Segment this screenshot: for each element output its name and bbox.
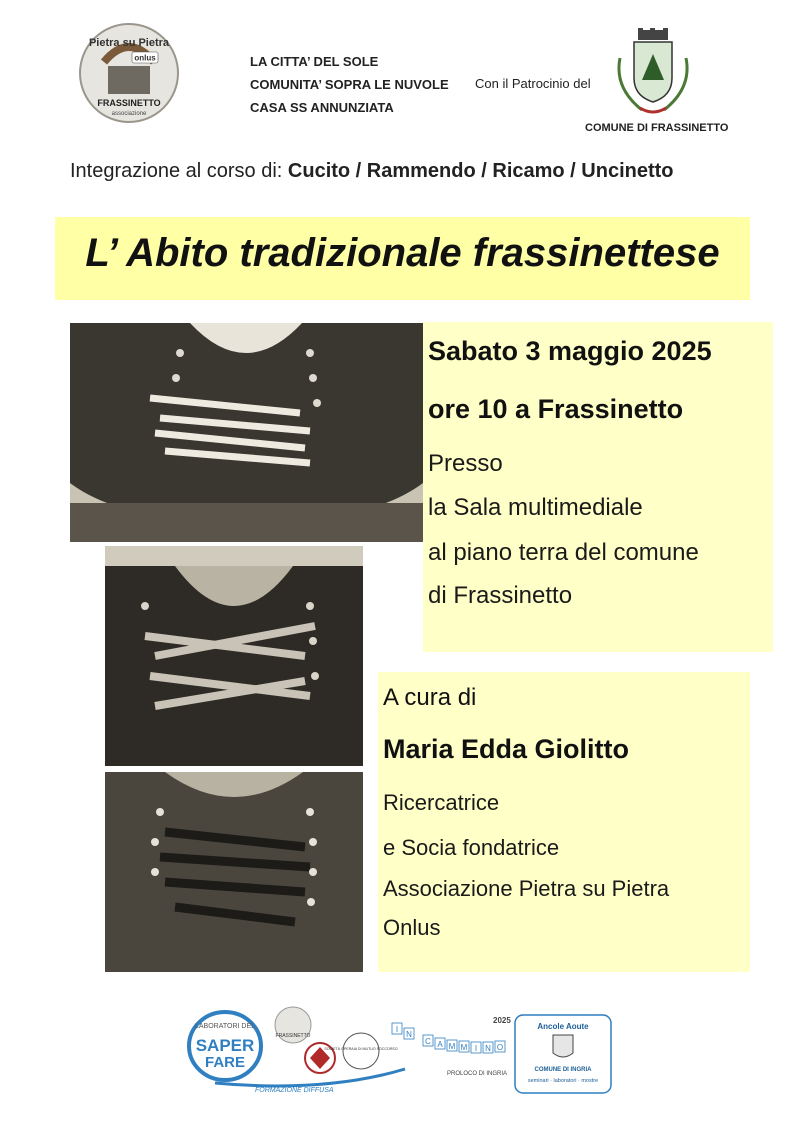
photo-bodice-lacing-1	[70, 323, 423, 542]
event-time: ore 10 a Frassinetto	[428, 394, 684, 424]
curator-role-3: Associazione Pietra su Pietra	[383, 876, 670, 901]
sponsor-footer	[185, 1003, 625, 1095]
curator-name: Maria Edda Giolitto	[383, 734, 630, 764]
saper-fare-line2: FARE	[204, 1054, 246, 1071]
comune-ingria-label: COMUNE DI INGRIA	[534, 1067, 592, 1073]
saper-fare-tag: FORMAZIONE DIFFUSA	[255, 1087, 334, 1094]
mini-logo-name: FRASSINETTO	[275, 1033, 311, 1039]
event-date: Sabato 3 maggio 2025	[428, 336, 712, 366]
saper-fare-line1: SAPER	[195, 1036, 255, 1055]
in-cammino-letter: I	[395, 1025, 399, 1034]
in-cammino-letter: I	[474, 1044, 478, 1053]
in-cammino-letter: M	[448, 1042, 456, 1051]
header-center-block	[250, 50, 450, 119]
venue-line-3: al piano terra del comune	[428, 539, 699, 566]
photo-bodice-lacing-2	[105, 546, 363, 766]
in-cammino-path	[392, 1023, 505, 1053]
in-cammino-letter: A	[437, 1040, 443, 1049]
pietra-su-pietra-logo	[78, 22, 180, 124]
coat-of-arms-icon	[612, 28, 694, 118]
comune-ingria-logo	[515, 1015, 611, 1093]
curator-role-2: e Socia fondatrice	[383, 835, 560, 860]
header-line-3: CASA SS ANNUNZIATA	[250, 100, 394, 115]
curator-role-4: Onlus	[383, 915, 441, 940]
logo-badge: onlus	[134, 53, 156, 63]
comune-frassinetto-label: COMUNE DI FRASSINETTO	[585, 122, 729, 134]
in-cammino-letter: N	[485, 1044, 491, 1053]
photo-bodice-lacing-3	[105, 772, 363, 972]
page-title: L’ Abito tradizionale frassinettese	[85, 231, 720, 275]
logo-name: FRASSINETTO	[97, 98, 161, 108]
patronage-text: Con il Patrocinio del	[475, 76, 591, 91]
soc-label: SOCIETÀ OPERAIA DI MUTUO SOCCORSO	[324, 1047, 398, 1051]
course-prefix: Integrazione al corso di:	[70, 160, 288, 182]
logo-sub: associazione	[111, 111, 147, 117]
soc-operaia-logo	[324, 1033, 397, 1069]
title-banner	[55, 217, 750, 300]
header-line-1: LA CITTA’ DEL SOLE	[250, 54, 379, 69]
in-cammino-letter: O	[496, 1043, 504, 1052]
footer-year: 2025	[493, 1016, 511, 1025]
saper-fare-top: LABORATORI DEL	[194, 1023, 256, 1030]
ingria-tagline: seminari · laboratori · mostre	[527, 1078, 599, 1084]
in-cammino-letter: C	[425, 1037, 431, 1046]
course-subjects: Cucito / Rammendo / Ricamo / Uncinetto	[287, 160, 674, 182]
in-cammino-letter: M	[460, 1043, 468, 1052]
curated-by-label: A cura di	[383, 684, 477, 711]
event-info-box	[423, 322, 773, 652]
course-line	[70, 160, 674, 183]
ancole-aoute-label: Ancole Aoute	[537, 1022, 589, 1031]
in-cammino-letter: N	[406, 1030, 412, 1039]
venue-line-1: Presso	[428, 450, 503, 477]
header-line-2: COMUNITA’ SOPRA LE NUVOLE	[250, 77, 449, 92]
pietra-mini-logo	[275, 1007, 311, 1043]
proloco-label: PROLOCO DI INGRIA	[447, 1071, 508, 1077]
logo-arc-text: Pietra su Pietra	[88, 37, 170, 49]
venue-line-4: di Frassinetto	[428, 582, 573, 609]
venue-line-2: la Sala multimediale	[428, 494, 643, 521]
curator-role-1: Ricercatrice	[383, 790, 500, 815]
curator-info-box	[378, 672, 750, 972]
